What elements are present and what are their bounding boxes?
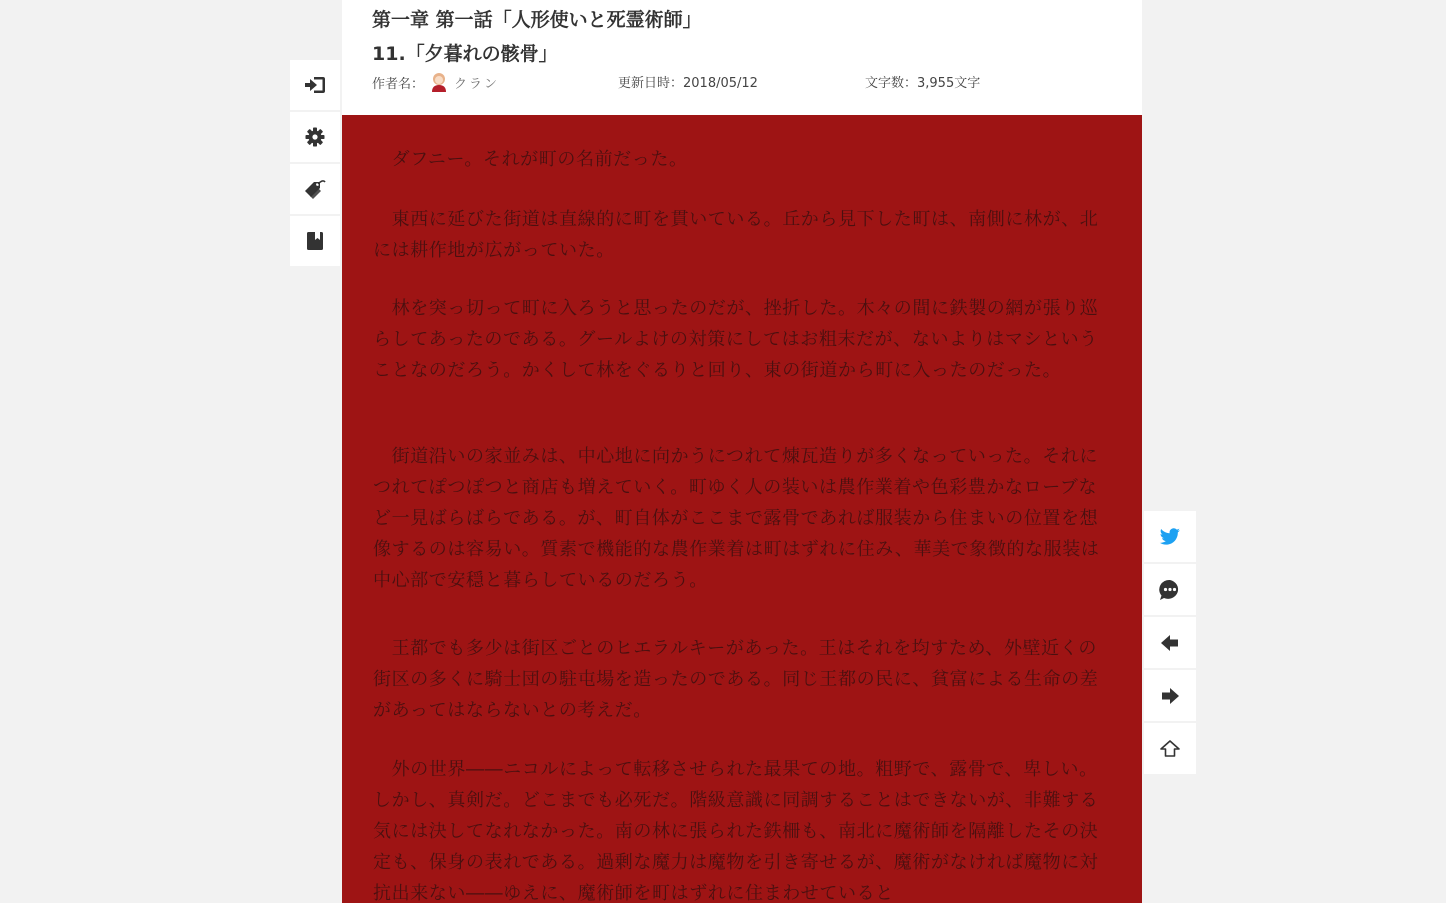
author-name[interactable]: クラン (454, 76, 500, 92)
left-toolbar (290, 60, 340, 268)
episode-header (342, 0, 1142, 115)
next-arrow-icon (1160, 687, 1180, 705)
login-icon (304, 75, 326, 95)
scroll-top-button[interactable] (1144, 723, 1196, 774)
bookmark-icon (306, 231, 324, 251)
author-label: 作者名： (372, 76, 425, 92)
novel-page (342, 0, 1142, 903)
updated-date: 更新日時：2018/05/12 (618, 76, 758, 91)
bookmark-button[interactable] (290, 216, 340, 266)
author-info (372, 72, 499, 92)
tag-button[interactable] (290, 164, 340, 214)
story-body (342, 115, 1142, 903)
story-paragraph: 東西に延びた街道は直線的に町を貫いている。丘から見下した町は、南側に林が、北には耕作地が広がっていた。 (373, 209, 1099, 261)
next-episode-button[interactable] (1144, 670, 1196, 721)
story-paragraph: 王都でも多少は街区ごとのヒエラルキーがあった。王はそれを均すため、外壁近くの街区の多くに騎士団の駐屯場を造ったのである。同じ王都の民に、貧富による生命の差があってはならないとの考えだ。 (373, 638, 1099, 721)
story-paragraph: ダフニー。それが町の名前だった。 (373, 149, 688, 170)
comment-icon (1159, 579, 1181, 601)
home-icon (1159, 739, 1181, 759)
episode-title: 11.「夕暮れの骸骨」 (372, 43, 558, 65)
char-count: 文字数：3,955文字 (865, 76, 981, 91)
story-paragraph: 林を突っ切って町に入ろうと思ったのだが、挫折した。木々の間に鉄製の網が張り巡らしてあったのである。グールよけの対策にしてはお粗末だが、ないよりはマシということなのだろう。かくして林をぐるりと回り、東の街道から町に入ったのだった。 (373, 298, 1099, 381)
prev-arrow-icon (1160, 634, 1180, 652)
chapter-title: 第一章 第一話「人形使いと死霊術師」 (372, 9, 702, 31)
twitter-icon (1159, 528, 1181, 546)
comment-button[interactable] (1144, 564, 1196, 615)
story-paragraph: 街道沿いの家並みは、中心地に向かうにつれて煉瓦造りが多くなっていった。それにつれてぽつぽつと商店も増えていく。町ゆく人の装いは農作業着や色彩豊かなローブなど一見ばらばらである。が、町自体がここまで露骨であれば服装から住まいの位置を想像するのは容易い。質素で機能的な農作業着は町はずれに住み、華美で象徴的な服装は中心部で安穏と暮らしているのだろう。 (373, 446, 1100, 591)
prev-episode-button[interactable] (1144, 617, 1196, 668)
avatar[interactable] (430, 72, 448, 92)
login-button[interactable] (290, 60, 340, 110)
gear-icon (305, 127, 325, 147)
settings-button[interactable] (290, 112, 340, 162)
tag-icon (303, 178, 327, 200)
right-toolbar (1144, 511, 1196, 776)
twitter-share-button[interactable] (1144, 511, 1196, 562)
story-paragraph: 外の世界――ニコルによって転移させられた最果ての地。粗野で、露骨で、卑しい。しかし、真剣だ。どこまでも必死だ。階級意識に同調することはできないが、非難する気には決してなれなかった。南の林に張られた鉄柵も、南北に魔術師を隔離したその決定も、保身の表れである。過剰な魔力は魔物を引き寄せるが、魔術がなければ魔物に対抗出来ない――ゆえに、魔術師を町はずれに住まわせていると (373, 759, 1099, 903)
